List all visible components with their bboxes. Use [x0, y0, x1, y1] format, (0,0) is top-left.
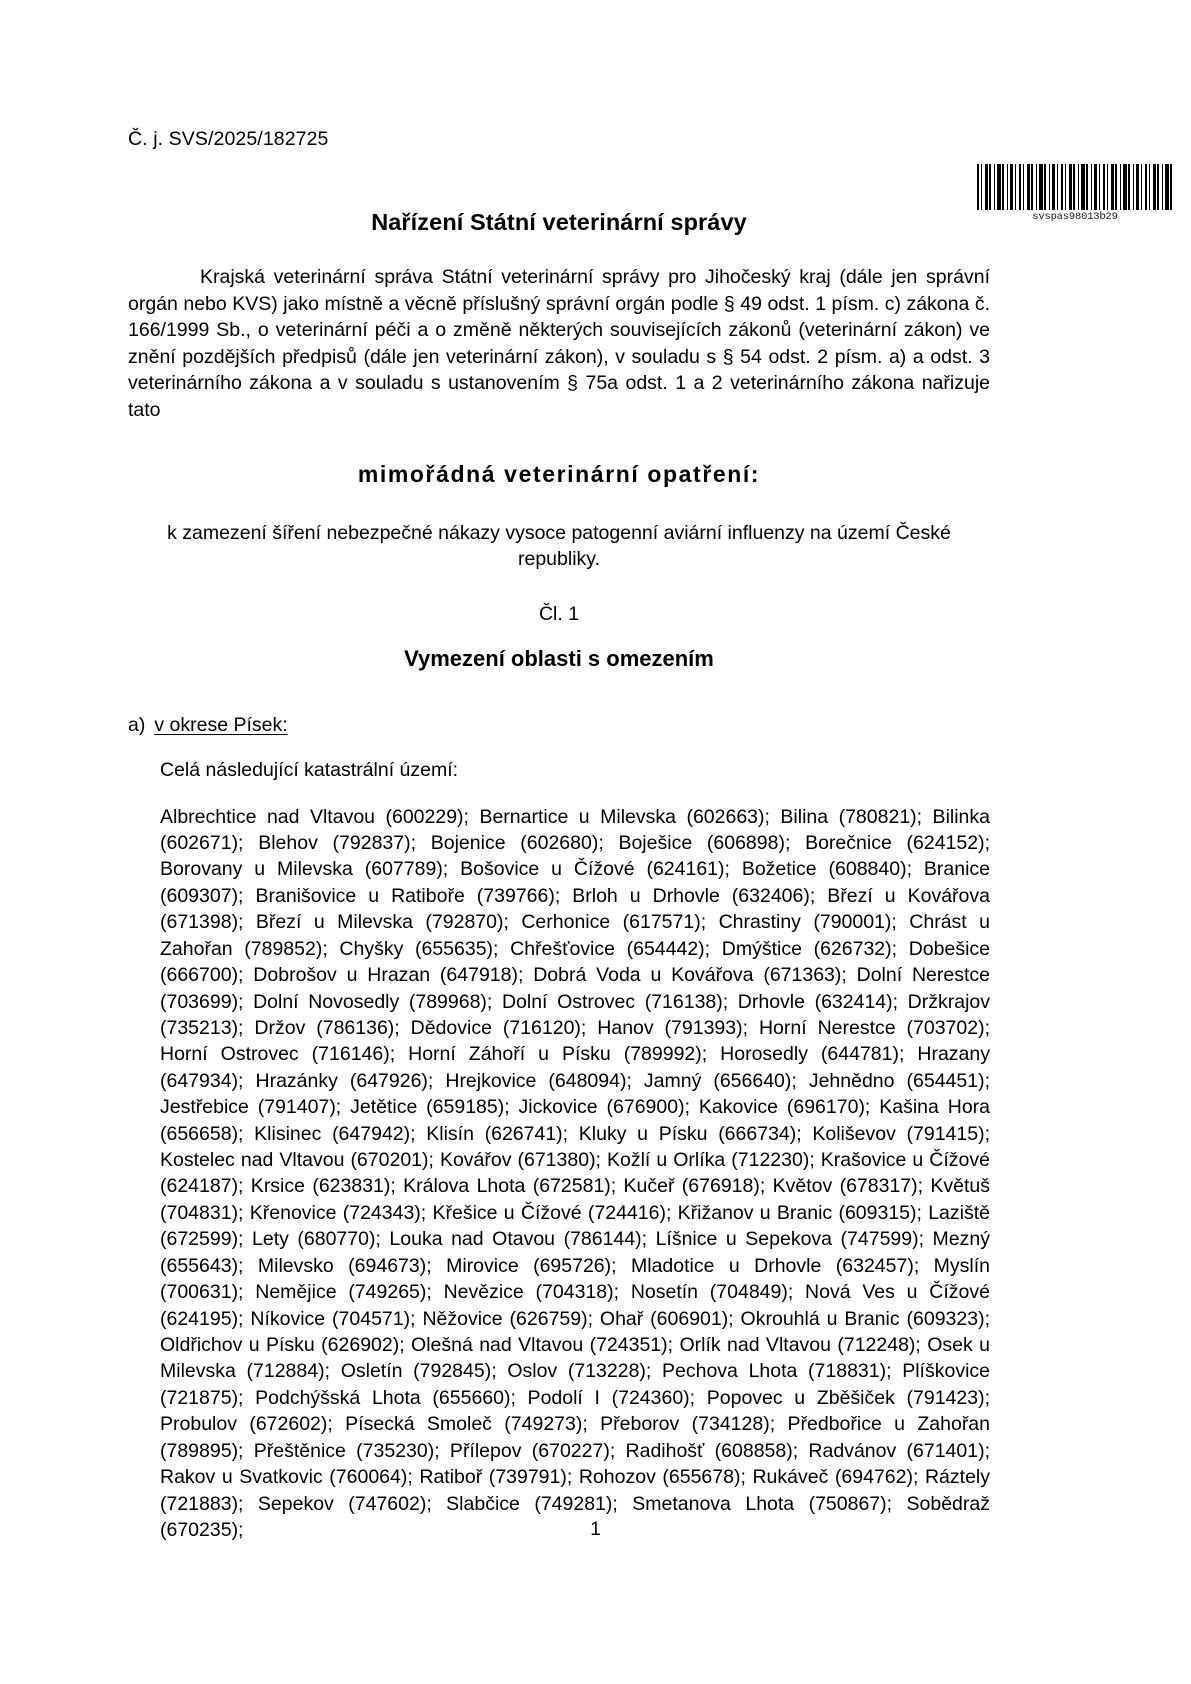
cadastral-list: Albrechtice nad Vltavou (600229); Bernartice u Milevska (602663); Bilina (780821); Bilinka (602671); Blehov (792837); Bojenice (602680); Boješice (606898); Borečnice (624152); Borovany u Milevska (607789); Bošovice u Čížové (624161); Božetice (608840); Branice (609307); Branišovice u Ratiboře (739766); Brloh u Drhovle (632406); Březí u Kovářova (671398); Březí u Milevska (792870); Cerhonice (617571); Chrastiny (790001); Chrást u Zahořan (789852); Chyšky (655635); Chřešťovice (654442); Dmýštice (626732); Dobešice (666700); Dobrošov u Hrazan (647918); Dobrá Voda u Kovářova (671363); Dolní Nerestce (703699); Dolní Novosedly (789968); Dolní Ostrovec (716138); Drhovle (632414); Držkrajov (735213); Držov (786136); Dědovice (716120); Hanov (791393); Horní Nerestce (703702); Horní Ostrovec (716146); Horní Záhoří u Písku (789992); Horosedly (644781); Hrazany (647934); Hrazánky (647926); Hrejkovice (648094); Jamný (656640); Jehnědno (654451); Jestřebice (791407); Jetětice (659185); Jickovice (676900); Kakovice (696170); Kašina Hora (656658); Klisinec (647942); Klisín (626741); Kluky u Písku (666734); Koliševov (791415); Kostelec nad Vltavou (670201); Kovářov (671380); Kožlí u Orlíka (712230); Krašovice u Čížové (624187); Krsice (623831); Králova Lhota (672581); Kučeř (676918); Květov (678317); Květuš (704831); Křenovice (724343); Křešice u Čížové (724416); Křižanov u Branic (609315); Laziště (672599); Lety (680770); Louka nad Otavou (786144); Líšnice u Sepekova (747599); Mezný (655643); Milevsko (694673); Mirovice (695726); Mladotice u Drhovle (632457); Myslín (700631); Nemějice (749265); Nevězice (704318); Nosetín (704849); Nová Ves u Čížové (624195); Níkovice (704571); Něžovice (626759); Ohař (606901); Okrouhlá u Branic (609323); Oldřichov u Písku (626902); Olešná nad Vltavou (724351); Orlík nad Vltavou (712248); Osek u Milevska (712884); Osletín (792845); Oslov (713228); Pechova Lhota (718831); Plíškovice (721875); Podchýšská Lhota (655660); Podolí I (724360); Popovec u Zběšiček (791423); Probulov (672602); Písecká Smoleč (749273); Přeborov (734128); Předbořice u Zahořan (789895); Přeštěnice (735230); Přílepov (670227); Radihošť (608858); Radvánov (671401); Rakov u Svatkovic (760064); Ratiboř (739791); Rohozov (655678); Rukáveč (694762); Ráztely (721883); Sepekov (747602); Slabčice (749281); Smetanova Lhota (750867); Sobědraž (670235); — [160, 805, 990, 1541]
cadastral-subnote: Celá následující katastrální území: — [160, 758, 459, 781]
measure-title: mimořádná veterinární opatření: — [357, 460, 761, 487]
district-label: v okrese Písek: — [154, 713, 288, 736]
purpose-text: k zamezení šíření nebezpečné nákazy vysoce patogenní aviární influenzy na území České republiky. — [167, 521, 951, 571]
district-item — [128, 714, 990, 737]
page-title: Nařízení Státní veterinární správy — [371, 209, 747, 236]
intro-paragraph: Krajská veterinární správa Státní veterinární správy pro Jihočeský kraj (dále jen správní orgán nebo KVS) jako místně a věcně příslušný správní orgán podle § 49 odst. 1 písm. c) zákona č. 166/1999 Sb., o veterinární péči a o změně některých souvisejících zákonů (veterinární zákon) ve znění pozdějších předpisů (dále jen veterinární zákon), v souladu s § 54 odst. 2 písm. a) a odst. 3 veterinárního zákona a v souladu s ustanovením § 75a odst. 1 a 2 veterinárního zákona nařizuje tato — [128, 266, 990, 421]
barcode-label: svspas98013b29 — [1032, 211, 1118, 223]
article-title: Vymezení oblasti s omezením — [404, 645, 714, 671]
reference-number: Č. j. SVS/2025/182725 — [128, 128, 329, 150]
item-letter: a) — [128, 713, 146, 736]
document-content — [128, 0, 990, 1543]
barcode-block — [977, 164, 1173, 223]
barcode-image — [977, 164, 1173, 210]
article-number: Čl. 1 — [538, 602, 580, 625]
page-number: 1 — [590, 1519, 601, 1540]
